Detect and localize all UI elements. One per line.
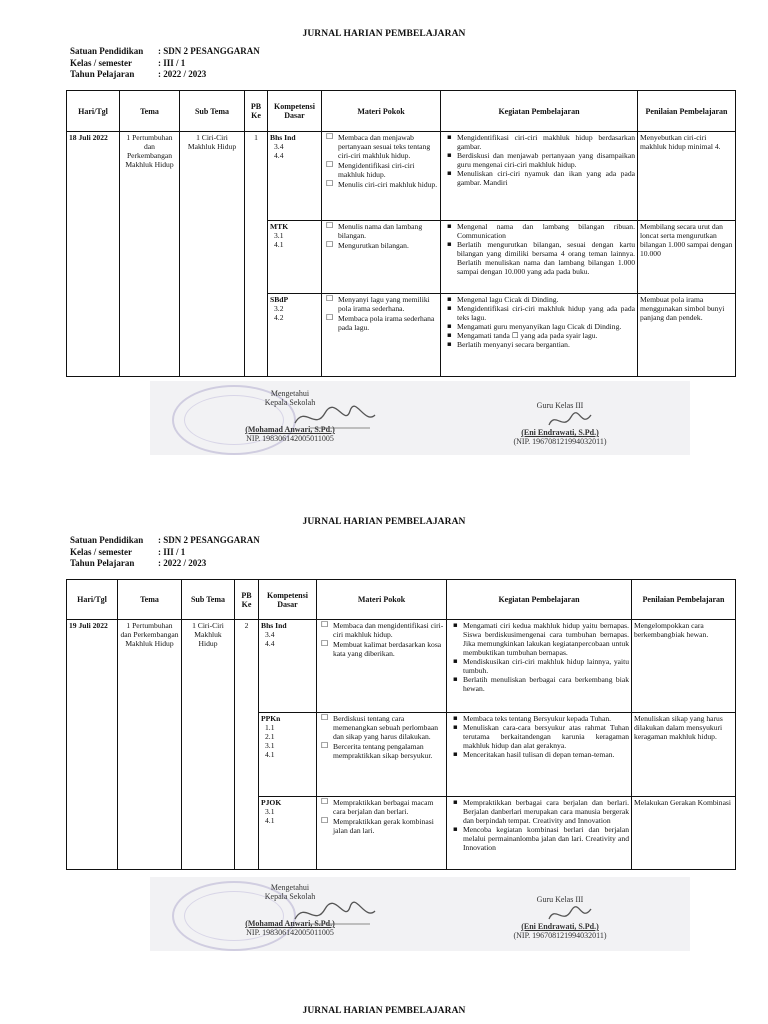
list-item: ▪ Berdiskusi dan menjawab pertanyaan yang disampaikan guru mengenai ciri-ciri makhluk hidup. bbox=[457, 151, 635, 169]
kd-code: 3.4 bbox=[265, 630, 275, 639]
subject-label: Bhs Ind bbox=[261, 621, 287, 630]
subject-label: PPKn bbox=[261, 714, 281, 723]
list-item: ▪ Menuliskan ciri-ciri nyamuk dan ikan yang ada pada gambar. Mandiri bbox=[457, 169, 635, 187]
kd-cell bbox=[259, 797, 317, 870]
doc-meta bbox=[70, 46, 260, 81]
kegiatan-cell bbox=[441, 221, 638, 294]
list-item: ▪ Berlatih mengurutkan bilangan, sesuai dengan kartu bilangan yang dimiliki bersama 4 orang teman lainnya. Berlatih menuliskan nama dan lambang bilangan 1.000 sampai dengan 10.000 yang ada pada buku. bbox=[457, 240, 635, 276]
kd-code: 4.4 bbox=[274, 151, 284, 160]
list-item: ☐ Mengidentifikasi ciri-ciri makhluk hidup. bbox=[338, 161, 438, 179]
list-item: ▪ Membaca teks tentang Bersyukur kepada Tuhan. bbox=[463, 714, 629, 723]
kd-code: 1.1 bbox=[265, 723, 275, 732]
signature-left: Mengetahui Kepala Sekolah (Mohamad Anwari, S.Pd.) NIP. 198306142005011005 bbox=[245, 389, 335, 443]
doc-title: JURNAL HARIAN PEMBELAJARAN bbox=[302, 29, 466, 39]
list-item: ☐ Menulis ciri-ciri makhluk hidup. bbox=[338, 180, 438, 189]
header-pb: PB Ke bbox=[245, 91, 268, 132]
journal-table-2 bbox=[66, 579, 736, 870]
list-item: ▪ Berlatih menyanyi secara bergantian. bbox=[457, 340, 635, 349]
header-materi: Materi Pokok bbox=[317, 580, 447, 620]
header-hari: Hari/Tgl bbox=[67, 91, 120, 132]
journal-table-1 bbox=[66, 90, 736, 377]
header-penilaian: Penilaian Pembelajaran bbox=[638, 91, 736, 132]
list-item: ☐ Mempraktikkan gerak kombinasi jalan dan lari. bbox=[333, 817, 444, 835]
meta-row-satuan: Satuan Pendidikan : SDN 2 PESANGGARAN bbox=[70, 535, 260, 545]
list-item: ☐ Berdiskusi tentang cara memenangkan sebuah perlombaan dan sikap yang harus dilakukan. bbox=[333, 714, 444, 741]
header-kegiatan: Kegiatan Pembelajaran bbox=[447, 580, 632, 620]
kegiatan-cell bbox=[447, 620, 632, 713]
list-item: ▪ Mengamati guru menyanyikan lagu Cicak di Dinding. bbox=[457, 322, 635, 331]
header-tema: Tema bbox=[118, 580, 182, 620]
list-item: ▪ Mendiskusikan ciri-ciri makhluk hidup lainnya, yaitu tumbuh. bbox=[463, 657, 629, 675]
kd-code: 3.2 bbox=[274, 304, 284, 313]
header-hari: Hari/Tgl bbox=[67, 580, 118, 620]
materi-cell bbox=[322, 294, 441, 377]
signature-block-2 bbox=[150, 877, 690, 951]
header-pb: PB Ke bbox=[235, 580, 259, 620]
doc-title: JURNAL HARIAN PEMBELAJARAN bbox=[302, 1006, 466, 1016]
meta-row-kelas: Kelas / semester : III / 1 bbox=[70, 57, 186, 68]
kd-cell bbox=[268, 221, 322, 294]
signature-left: Mengetahui Kepala Sekolah (Mohamad Anwari, S.Pd.) NIP. 198306142005011005 bbox=[245, 883, 335, 937]
tema-cell: 1 Pertumbuhan dan Perkembangan Makhluk Hidup bbox=[120, 132, 180, 377]
subject-label: PJOK bbox=[261, 798, 282, 807]
kd-code: 4.1 bbox=[265, 816, 275, 825]
signature-scribble bbox=[290, 403, 380, 433]
signature-scribble bbox=[545, 409, 595, 435]
pb-cell: 2 bbox=[235, 620, 259, 870]
hari-cell: 18 Juli 2022 bbox=[67, 132, 120, 377]
kegiatan-cell bbox=[447, 713, 632, 797]
list-item: ☐ Menulis nama dan lambang bilangan. bbox=[338, 222, 438, 240]
list-item: ☐ Mempraktikkan berbagai macam cara berjalan dan berlari. bbox=[333, 798, 444, 816]
doc-title: JURNAL HARIAN PEMBELAJARAN bbox=[302, 517, 466, 527]
header-tema: Tema bbox=[120, 91, 180, 132]
list-item: ☐ Membaca dan mengidentifikasi ciri-ciri makhluk hidup. bbox=[333, 621, 444, 639]
subtema-cell: 1 Ciri-Ciri Makhluk Hidup bbox=[180, 132, 245, 377]
materi-cell bbox=[317, 713, 447, 797]
header-penilaian: Penilaian Pembelajaran bbox=[632, 580, 736, 620]
kd-code: 3.4 bbox=[274, 142, 284, 151]
meta-row-satuan: Satuan Pendidikan : SDN 2 PESANGGARAN bbox=[70, 46, 260, 56]
signature-block-1 bbox=[150, 381, 690, 455]
hari-cell: 19 Juli 2022 bbox=[67, 620, 118, 870]
kd-cell bbox=[268, 132, 322, 221]
kd-code: 2.1 bbox=[265, 732, 275, 741]
list-item: ▪ Mengenal lagu Cicak di Dinding. bbox=[457, 295, 635, 304]
pb-cell: 1 bbox=[245, 132, 268, 377]
list-item: ▪ Mempraktikkan berbagai cara berjalan dan berlari. Berjalan danberlari merupakan cara manusia bergerak dan berpindah tempat. Creativity and Innovation bbox=[463, 798, 629, 825]
list-item: ▪ Menceritakan hasil tulisan di depan teman-teman. bbox=[463, 750, 629, 759]
kegiatan-cell bbox=[441, 132, 638, 221]
kd-code: 3.1 bbox=[265, 807, 275, 816]
kegiatan-cell bbox=[447, 797, 632, 870]
kd-code: 4.1 bbox=[274, 240, 284, 249]
list-item: ☐ Menyanyi lagu yang memiliki pola irama sederhana. bbox=[338, 295, 438, 313]
materi-cell bbox=[317, 620, 447, 713]
materi-cell bbox=[317, 797, 447, 870]
signature-scribble bbox=[290, 899, 380, 929]
list-item: ▪ Mengidentifikasi ciri-ciri makhluk hidup yang ada pada teks lagu. bbox=[457, 304, 635, 322]
kd-code: 3.1 bbox=[274, 231, 284, 240]
list-item: ☐ Membaca pola irama sederhana pada lagu. bbox=[338, 314, 438, 332]
signature-right: Guru Kelas III (Eni Endrawati, S.Pd.) (NIP. 196708121994032011) bbox=[513, 895, 607, 940]
header-kd: Kompetensi Dasar bbox=[259, 580, 317, 620]
list-item: ☐ Membuat kalimat berdasarkan kosa kata yang diberikan. bbox=[333, 640, 444, 658]
list-item: ▪ Mengenal nama dan lambang bilangan ribuan. Communication bbox=[457, 222, 635, 240]
kd-code: 4.2 bbox=[274, 313, 284, 322]
kd-code: 4.4 bbox=[265, 639, 275, 648]
kd-code: 4.1 bbox=[265, 750, 275, 759]
header-materi: Materi Pokok bbox=[322, 91, 441, 132]
subject-label: MTK bbox=[270, 222, 289, 231]
header-kd: Kompetensi Dasar bbox=[268, 91, 322, 132]
list-item: ▪ Menuliskan cara-cara bersyukur atas rahmat Tuhan terutama berkaitandengan karunia keragaman makhluk hidup dan alat geraknya. bbox=[463, 723, 629, 750]
penilaian-cell: Membuat pola irama menggunakan simbol bunyi panjang dan pendek. bbox=[638, 294, 736, 377]
header-kegiatan: Kegiatan Pembelajaran bbox=[441, 91, 638, 132]
penilaian-cell: Membilang secara urut dan loncat serta mengurutkan bilangan 1.000 sampai dengan 10.000 bbox=[638, 221, 736, 294]
kegiatan-cell bbox=[441, 294, 638, 377]
list-item: ▪ Berlatih menuliskan berbagai cara berkembang biak hewan. bbox=[463, 675, 629, 693]
materi-cell bbox=[322, 221, 441, 294]
list-item: ▪ Mengamati tanda ☐ yang ada pada syair lagu. bbox=[457, 331, 635, 340]
table-row bbox=[67, 620, 736, 713]
table-row bbox=[67, 132, 736, 221]
kd-code: 3.1 bbox=[265, 741, 275, 750]
list-item: ▪ Mengamati ciri kedua makhluk hidup yaitu bernapas. Siswa berdiskusimengenai cara tumbuhan bernapas. Jika memungkinkan lakukan kegiatanpercobaan untuk membuktikan tumbuhan bernapas. bbox=[463, 621, 629, 657]
signature-scribble bbox=[545, 903, 595, 929]
meta-row-tahun: Tahun Pelajaran : 2022 / 2023 bbox=[70, 69, 207, 79]
signature-right: Guru Kelas III (Eni Endrawati, S.Pd.) (NIP. 196708121994032011) bbox=[513, 401, 607, 446]
list-item: ▪ Mencoba kegiatan kombinasi berlari dan berjalan melalui permainanlomba jalan dan lari. Creativity and Innovation bbox=[463, 825, 629, 852]
list-item: ☐ Membaca dan menjawab pertanyaan sesuai teks tentang ciri-ciri makhluk hidup. bbox=[338, 133, 438, 160]
subtema-cell: 1 Ciri-Ciri Makhluk Hidup bbox=[182, 620, 235, 870]
header-subtema: Sub Tema bbox=[180, 91, 245, 132]
list-item: ☐ Mengurutkan bilangan. bbox=[338, 241, 438, 250]
meta-row-tahun: Tahun Pelajaran : 2022 / 2023 bbox=[70, 558, 207, 568]
tema-cell: 1 Pertumbuhan dan Perkembangan Makhluk Hidup bbox=[118, 620, 182, 870]
meta-row-kelas: Kelas / semester : III / 1 bbox=[70, 546, 186, 557]
penilaian-cell: Melakukan Gerakan Kombinasi bbox=[632, 797, 736, 870]
subject-label: Bhs Ind bbox=[270, 133, 296, 142]
header-subtema: Sub Tema bbox=[182, 580, 235, 620]
kd-cell bbox=[268, 294, 322, 377]
kd-cell bbox=[259, 713, 317, 797]
penilaian-cell: Mengelompokkan cara berkembangbiak hewan. bbox=[632, 620, 736, 713]
kd-cell bbox=[259, 620, 317, 713]
doc-meta bbox=[70, 535, 260, 570]
penilaian-cell: Menyebutkan ciri-ciri makhluk hidup minimal 4. bbox=[638, 132, 736, 221]
subject-label: SBdP bbox=[270, 295, 289, 304]
list-item: ☐ Bercerita tentang pengalaman mempraktikkan sikap bersyukur. bbox=[333, 742, 444, 760]
list-item: ▪ Mengidentifikasi ciri-ciri makhluk hidup berdasarkan gambar. bbox=[457, 133, 635, 151]
materi-cell bbox=[322, 132, 441, 221]
penilaian-cell: Menuliskan sikap yang harus dilakukan dalam mensyukuri keragaman makhluk hidup. bbox=[632, 713, 736, 797]
